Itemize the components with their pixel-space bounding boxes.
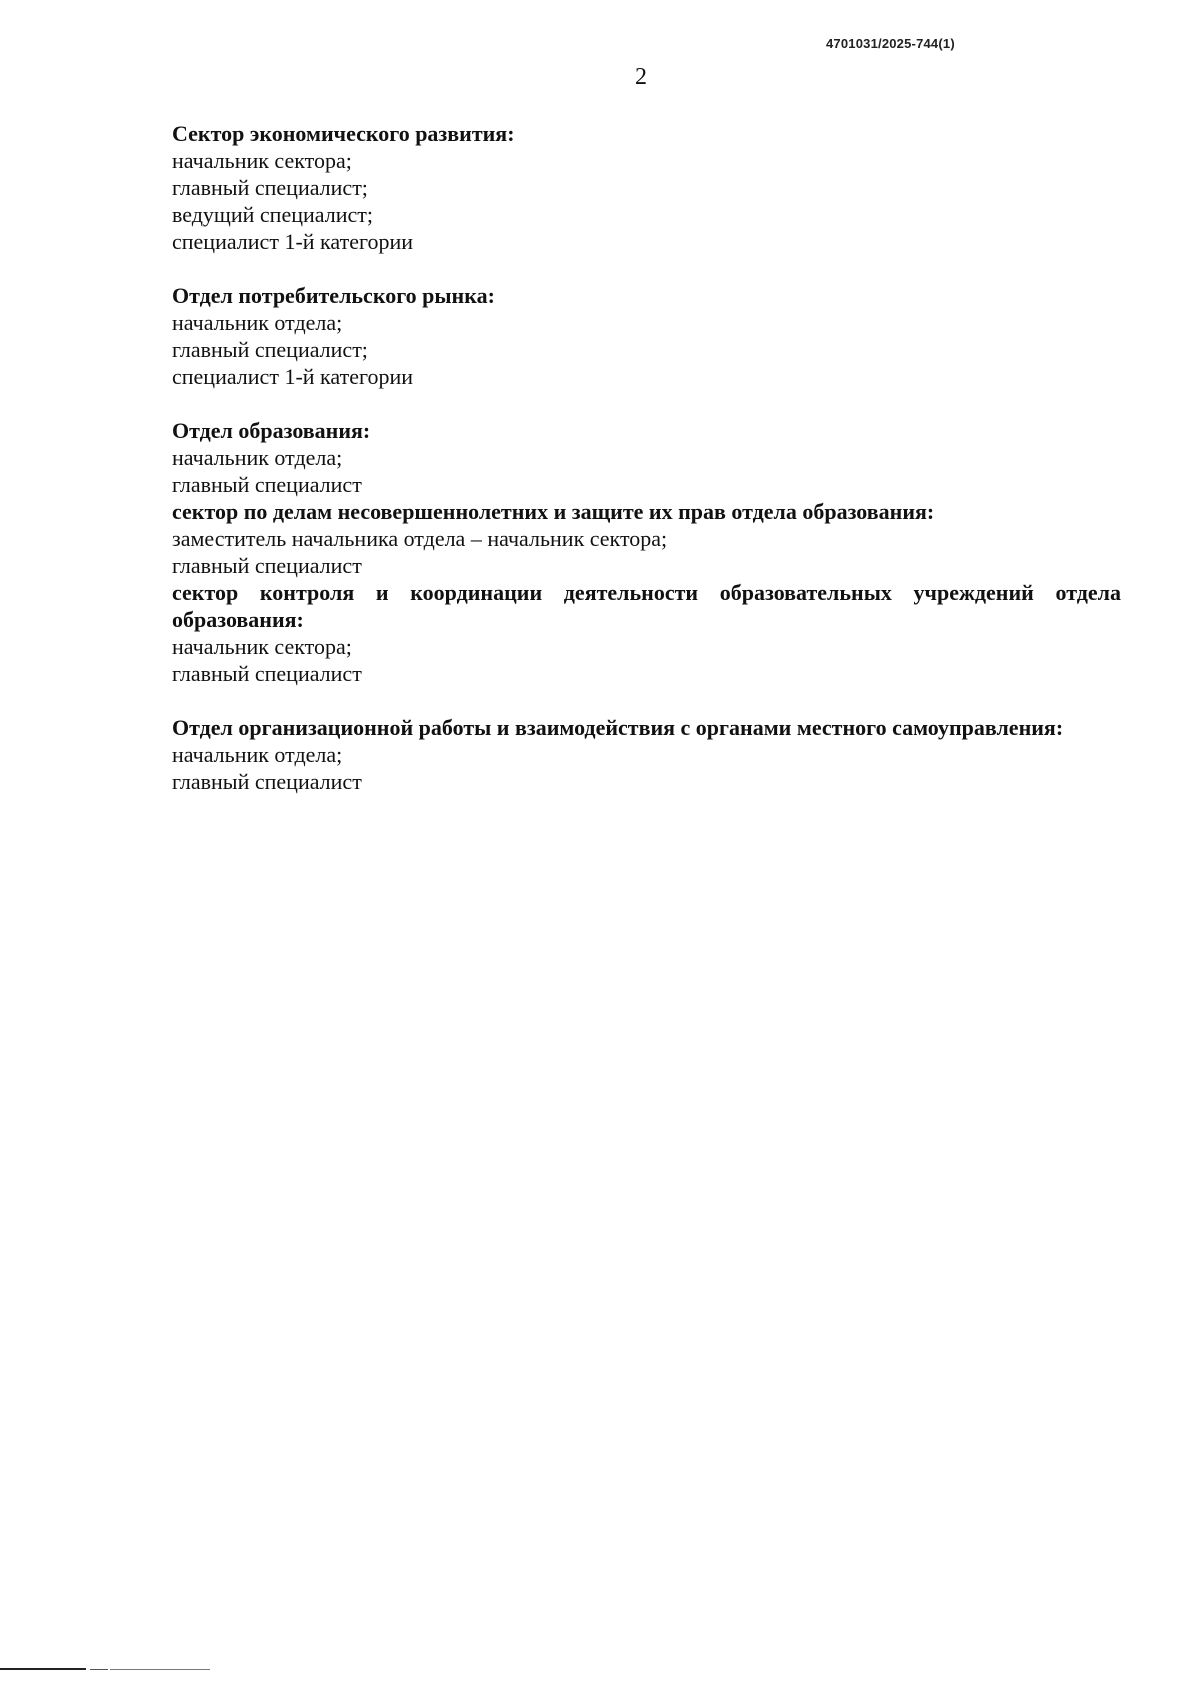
section-heading: Отдел потребительского рынка:	[172, 283, 495, 308]
position-line: главный специалист	[172, 661, 362, 686]
section-heading: Отдел образования:	[172, 418, 371, 443]
section-consumer-market	[172, 282, 1121, 390]
section-heading: Отдел организационной работы и взаимодействия с органами местного самоуправления:	[172, 715, 1064, 740]
position-line: начальник отдела;	[172, 310, 343, 335]
subsection-heading-control-sector: сектор контроля и координации деятельности образовательных учреждений отдела образования:	[172, 580, 1121, 632]
position-line: начальник отдела;	[172, 445, 343, 470]
section-education	[172, 417, 1121, 687]
section-heading: Сектор экономического развития:	[172, 121, 515, 146]
footer-rule	[110, 1669, 210, 1670]
position-line: заместитель начальника отдела – начальник сектора;	[172, 526, 668, 551]
position-line: ведущий специалист;	[172, 202, 373, 227]
footer-rule	[0, 1668, 86, 1670]
position-line: главный специалист;	[172, 175, 368, 200]
section-economic-development	[172, 120, 1121, 255]
footer-rule	[90, 1669, 108, 1670]
document-body	[172, 120, 1121, 822]
position-line: главный специалист;	[172, 337, 368, 362]
section-organizational-work	[172, 714, 1121, 795]
position-line: специалист 1-й категории	[172, 229, 413, 254]
page-number: 2	[635, 64, 647, 90]
document-registration-number: 4701031/2025-744(1)	[826, 36, 955, 51]
position-line: главный специалист	[172, 553, 362, 578]
position-line: главный специалист	[172, 769, 362, 794]
position-line: начальник сектора;	[172, 634, 352, 659]
position-line: начальник отдела;	[172, 742, 343, 767]
position-line: главный специалист	[172, 472, 362, 497]
subsection-heading-minors-sector: сектор по делам несовершеннолетних и защите их прав отдела образования:	[172, 499, 935, 524]
position-line: специалист 1-й категории	[172, 364, 413, 389]
position-line: начальник сектора;	[172, 148, 352, 173]
